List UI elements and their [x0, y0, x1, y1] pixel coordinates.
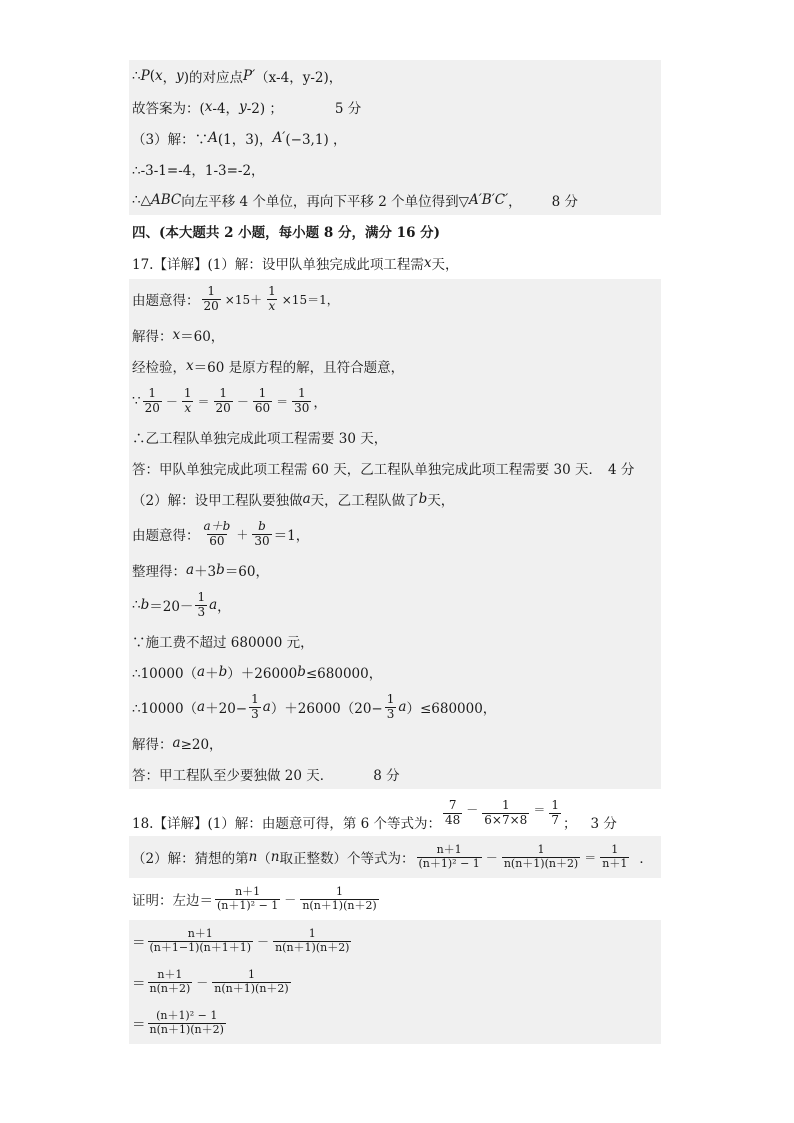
text: 证明：左边＝ — [132, 893, 213, 909]
math-var: n — [248, 849, 258, 865]
fraction-num: 1 — [308, 926, 316, 940]
text: (1，3)， — [217, 131, 273, 148]
text: 天， — [427, 492, 455, 509]
fraction-num: 1 — [386, 691, 395, 706]
line-21 — [129, 727, 661, 758]
fraction-den: 20 — [203, 298, 219, 313]
text: -2) ； — [246, 100, 283, 117]
text: 由题意得： — [132, 293, 200, 309]
line-7 — [129, 247, 661, 279]
fraction-num: 1 — [268, 283, 276, 298]
text: ＝ — [132, 1017, 146, 1033]
text: ， — [162, 69, 177, 86]
math-var: y — [176, 67, 184, 84]
fraction — [482, 799, 529, 828]
text: ＝1， — [273, 528, 310, 544]
fraction-den: x — [268, 298, 276, 313]
fraction-num: 1 — [219, 385, 227, 400]
math-var: b — [140, 597, 150, 613]
fraction-den: (n＋1)² − 1 — [418, 856, 480, 870]
fraction-num: (n＋1)² − 1 — [156, 1008, 218, 1022]
math-var: y — [239, 98, 247, 115]
fraction-den: 3 — [251, 706, 259, 721]
fraction-den: 20 — [144, 400, 160, 415]
fraction-num: 1 — [183, 385, 192, 400]
text: -4， — [212, 100, 240, 117]
fraction-num: 1 — [537, 842, 545, 856]
fraction — [212, 969, 290, 995]
fraction — [202, 520, 233, 549]
math-var: P′ — [243, 67, 256, 84]
text: ＝60， — [180, 328, 225, 345]
fraction-num: 1 — [247, 967, 255, 981]
fraction — [182, 387, 194, 416]
fraction-den: 30 — [254, 533, 270, 548]
text: 向左平移 4 个单位，再向下平移 2 个单位得到▽ — [181, 193, 469, 210]
fraction — [215, 886, 280, 912]
fraction — [266, 285, 278, 314]
line-14 — [129, 483, 661, 514]
line-5 — [129, 184, 661, 215]
math-var: A — [208, 129, 218, 146]
line-16 — [129, 554, 661, 585]
math-var: b — [218, 663, 228, 680]
line-22 — [129, 758, 661, 789]
math-var: x — [154, 67, 163, 84]
fraction — [292, 387, 311, 416]
fraction — [253, 387, 272, 416]
fraction-den: 60 — [209, 533, 225, 548]
text: ； — [562, 816, 577, 832]
math-var: b — [216, 561, 225, 578]
math-var: P — [140, 67, 150, 84]
text: ∵ — [132, 393, 141, 409]
text: ∴-3-1=-4，1-3=-2， — [132, 162, 265, 179]
fraction — [249, 693, 261, 722]
line-4 — [129, 153, 661, 184]
math-var: x — [172, 326, 181, 343]
text: ， — [508, 193, 522, 210]
math-var: a — [172, 734, 181, 751]
text: ＋3 — [194, 563, 217, 580]
fraction — [417, 844, 482, 870]
math-var: A′B′C′ — [468, 191, 509, 208]
math-var: a — [209, 597, 218, 613]
score-label: 8 分 — [373, 767, 400, 784]
line-1 — [129, 60, 661, 91]
math-var: n — [270, 849, 280, 865]
text: ∴乙工程队单独完成此项工程需要 30 天， — [132, 430, 388, 447]
section-heading — [129, 215, 661, 247]
fraction — [143, 387, 162, 416]
fraction — [202, 285, 221, 314]
fraction-den: 6×7×8 — [484, 813, 528, 828]
fraction-den: x — [184, 400, 192, 415]
text: 取正整数）个等式为： — [279, 851, 415, 867]
fraction-num: a＋b — [203, 518, 231, 533]
fraction — [549, 799, 561, 828]
text: ＝60 是原方程的解，且符合题意， — [193, 359, 405, 376]
fraction — [252, 520, 271, 549]
text: ＋ — [205, 665, 219, 682]
math-var: x — [423, 255, 432, 271]
fraction-num: n＋1 — [157, 967, 183, 981]
text: （2）解：设甲工程队要独做 — [132, 492, 303, 509]
fraction-num: 1 — [551, 798, 559, 813]
line-13 — [129, 452, 661, 483]
text: ∴△ — [132, 191, 151, 208]
line-23 — [129, 789, 661, 836]
math-var: a — [197, 663, 206, 680]
text: ∴10000（ — [132, 665, 198, 682]
math-var: a — [302, 490, 311, 507]
line-20 — [129, 687, 661, 727]
math-op: ＝ — [533, 803, 546, 817]
text: ）＋26000（20− — [270, 701, 383, 717]
line-24 — [129, 836, 661, 878]
fraction-den: (n＋1)² − 1 — [217, 898, 279, 912]
line-28 — [129, 1002, 661, 1044]
fraction-num: 1 — [611, 842, 619, 856]
fraction-den: 3 — [197, 604, 206, 619]
line-2 — [129, 91, 661, 122]
text: ≤680000， — [305, 665, 383, 682]
text: ∵施工费不超过 680000 元， — [132, 634, 314, 651]
line-9 — [129, 319, 661, 350]
math-var: x — [186, 357, 194, 374]
text: ＝ — [132, 976, 146, 992]
math-var: a — [262, 699, 271, 715]
text: 整理得： — [132, 563, 186, 580]
text: ， — [313, 395, 327, 411]
text: 解得： — [132, 328, 173, 345]
score-label: 3 分 — [590, 816, 617, 832]
fraction — [148, 969, 193, 995]
math-op: ×15＝1， — [281, 292, 339, 307]
fraction-den: n(n＋2) — [149, 981, 191, 995]
fraction-num: 1 — [501, 798, 510, 813]
fraction-num: 1 — [207, 283, 215, 298]
text: 18.【详解】(1）解：由题意可得，第 6 个等式为： — [132, 816, 441, 832]
text: 经检验， — [132, 359, 186, 376]
text: ＝ — [132, 935, 146, 951]
text: 答：甲工程队至少要独做 20 天． — [132, 767, 334, 784]
fraction-den: n(n＋1)(n＋2) — [149, 1022, 224, 1036]
line-17 — [129, 585, 661, 625]
text: ＝60， — [224, 563, 269, 580]
math-op: － — [257, 934, 270, 949]
fraction — [300, 886, 378, 912]
text: (−3,1) ， — [285, 131, 347, 148]
fraction-den: 30 — [294, 400, 310, 415]
text: ( — [149, 67, 155, 84]
fraction-num: 1 — [297, 385, 306, 400]
fraction — [214, 387, 233, 416]
text: ＋20− — [205, 701, 248, 717]
fraction — [195, 591, 207, 620]
text: ≥20， — [180, 736, 223, 753]
fraction — [600, 844, 629, 870]
fraction-num: 1 — [251, 691, 259, 706]
fraction — [148, 928, 254, 954]
fraction-den: n(n＋1)(n＋2) — [275, 940, 350, 954]
text: （x-4，y-2)， — [255, 69, 343, 86]
math-var: x — [204, 98, 213, 115]
math-op: － — [196, 975, 209, 990]
math-op: ×15＋ — [224, 292, 263, 307]
fraction-den: 60 — [254, 400, 271, 415]
fraction — [502, 844, 580, 870]
fraction-den: n(n＋1)(n＋2) — [214, 981, 289, 995]
math-op: ＝ — [276, 394, 289, 409]
math-op: － — [165, 394, 178, 409]
line-11 — [129, 381, 661, 421]
fraction — [443, 799, 462, 828]
fraction-den: n＋1 — [602, 856, 628, 870]
math-var: b — [297, 663, 306, 680]
line-8 — [129, 279, 661, 319]
text: 17.【详解】(1）解：设甲队单独完成此项工程需 — [132, 257, 424, 273]
line-27 — [129, 962, 661, 1002]
text: （3）解：∵ — [132, 131, 209, 148]
line-15 — [129, 514, 661, 554]
section-title: 四、(本大题共 2 小题，每小题 8 分，满分 16 分) — [132, 225, 441, 241]
answer-sheet — [129, 60, 661, 1044]
math-var: A′ — [272, 129, 286, 146]
line-10 — [129, 350, 661, 381]
line-19 — [129, 656, 661, 687]
text: 天，乙工程队做了 — [310, 492, 419, 509]
line-26 — [129, 920, 661, 962]
math-var: ABC — [150, 191, 182, 208]
math-var: b — [418, 490, 428, 507]
line-25 — [129, 878, 661, 920]
fraction-den: (n＋1−1)(n＋1＋1) — [149, 940, 252, 954]
fraction-den: 20 — [215, 400, 231, 415]
text: ∴ — [132, 597, 141, 613]
fraction-num: 1 — [148, 385, 157, 400]
fraction-num: b — [258, 518, 266, 533]
text: ∴ — [132, 67, 141, 84]
fraction-num: 7 — [448, 798, 457, 813]
text: ＝20－ — [149, 599, 194, 615]
text: 由题意得： — [132, 528, 200, 544]
text: ）＋26000 — [227, 665, 298, 682]
fraction-den: 7 — [551, 813, 559, 828]
math-op: － — [466, 803, 479, 817]
text: ∴10000（ — [132, 701, 198, 717]
math-op: ＝ — [584, 850, 597, 865]
line-18 — [129, 625, 661, 656]
score-label: 8 分 — [551, 193, 579, 210]
math-var: a — [186, 561, 195, 578]
fraction-den: n(n＋1)(n＋2) — [302, 898, 377, 912]
math-op: － — [284, 892, 297, 907]
fraction-num: 1 — [336, 884, 344, 898]
fraction-num: n＋1 — [187, 926, 213, 940]
score-label: 4 分 — [608, 461, 635, 478]
fraction-num: 1 — [197, 589, 206, 604]
fraction-num: n＋1 — [436, 842, 462, 856]
fraction — [385, 693, 397, 722]
text: 故答案为：( — [132, 100, 205, 117]
text: （2）解：猜想的第 — [132, 851, 249, 867]
math-var: a — [197, 699, 206, 715]
text: （ — [257, 851, 271, 867]
text: ． — [639, 851, 653, 867]
math-op: － — [236, 394, 249, 409]
fraction-den: 3 — [386, 706, 395, 721]
math-op: － — [485, 850, 498, 865]
text: 解得： — [132, 736, 173, 753]
fraction-num: n＋1 — [235, 884, 261, 898]
fraction — [273, 928, 351, 954]
fraction-num: 1 — [258, 385, 267, 400]
fraction-den: n(n＋1)(n＋2) — [503, 856, 579, 870]
text: 答：甲队单独完成此项工程需 60 天，乙工程队单独完成此项工程需要 30 天． — [132, 461, 603, 478]
fraction-den: 48 — [445, 813, 461, 828]
math-op: ＝ — [197, 394, 210, 409]
line-3 — [129, 122, 661, 153]
score-label: 5 分 — [334, 100, 362, 117]
math-var: a — [398, 699, 407, 715]
text: ）≤680000， — [406, 701, 497, 717]
text: ， — [217, 599, 231, 615]
line-12 — [129, 421, 661, 452]
fraction — [148, 1010, 226, 1036]
math-op: ＋ — [236, 527, 249, 542]
text: )的对应点 — [183, 69, 244, 86]
text: 天， — [431, 257, 459, 273]
